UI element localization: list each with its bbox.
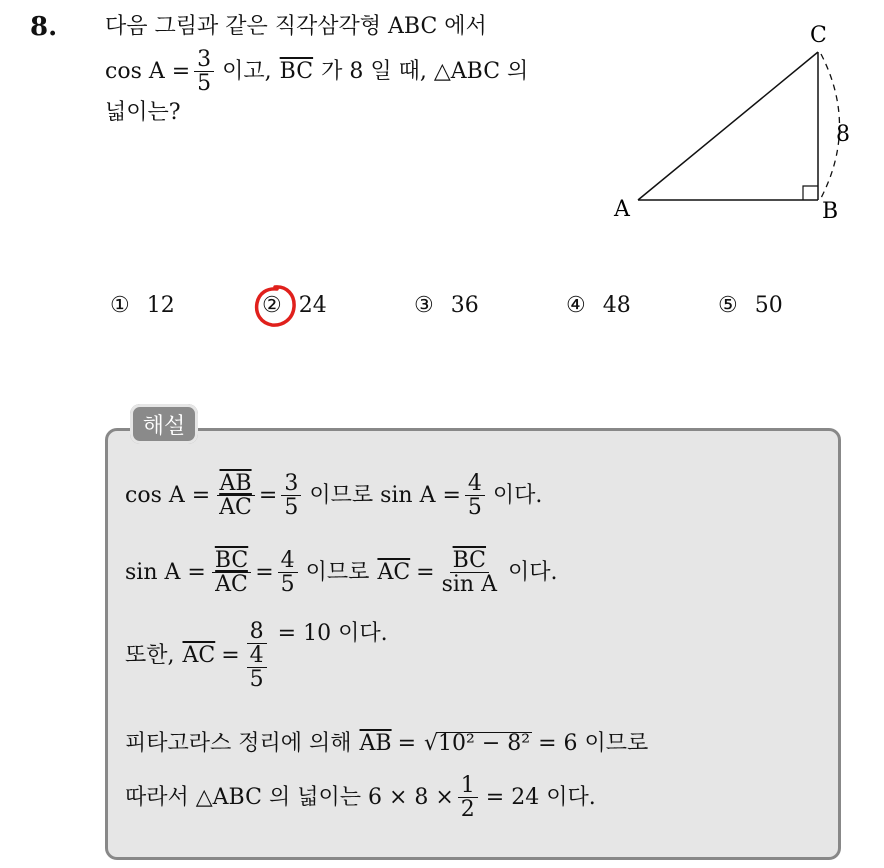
s5-den-2: 2 <box>460 797 475 823</box>
solution-line-5 <box>125 774 596 821</box>
choice-4-mark: ④ <box>566 293 586 318</box>
s4-radicand: 10² − 8² <box>438 731 531 756</box>
solution-line-1 <box>125 472 542 519</box>
segment-bc: $\overline{BC}$ <box>279 58 314 84</box>
s2-num-bc: $\overline{BC}$ <box>214 548 249 573</box>
s3-den-num-4: 4 <box>247 644 267 668</box>
vertex-b-label: B <box>822 199 839 224</box>
s3-den-den-5: 5 <box>249 667 264 693</box>
choice-4[interactable] <box>566 293 631 318</box>
s2-fraction-bc-sina <box>439 549 500 596</box>
question-line-3: 넓이는? <box>105 100 181 125</box>
s2-mid: 이므로 <box>305 559 370 585</box>
s4-prefix: 피타고라스 정리에 의해 <box>125 730 352 756</box>
choice-5[interactable] <box>718 293 783 318</box>
choice-2-mark: ② <box>262 293 282 318</box>
right-angle-mark <box>803 186 818 200</box>
cos-numerator: 3 <box>194 48 214 72</box>
question-line-1: 다음 그림과 같은 직각삼각형 ABC 에서 <box>105 14 487 39</box>
cos-fraction <box>194 48 214 95</box>
choice-5-mark: ⑤ <box>718 293 738 318</box>
solution-tab: 해설 <box>130 404 198 444</box>
s3-end: = 10 이다. <box>277 620 388 646</box>
choice-5-value: 50 <box>754 293 783 318</box>
choice-2-value: 24 <box>298 293 327 318</box>
question-line-2 <box>105 48 528 95</box>
s5-end: = 24 이다. <box>485 784 596 810</box>
s1-den-5b: 5 <box>467 495 482 521</box>
s2-eq: = <box>255 559 274 585</box>
s2-fraction-bc-ac <box>212 549 251 596</box>
s1-fraction-ab-ac <box>216 472 255 519</box>
solution-line-3 <box>125 620 388 691</box>
s3-complex-fraction <box>244 620 270 691</box>
choice-1-mark: ① <box>110 293 130 318</box>
s3-eq: = <box>221 642 240 668</box>
sqrt-symbol: √ <box>424 730 439 756</box>
s2-den-sina: sin A <box>441 572 497 598</box>
s3-num-8: 8 <box>247 620 267 644</box>
s2-eq2: = <box>416 559 435 585</box>
choice-3-value: 36 <box>450 293 479 318</box>
choice-4-value: 48 <box>602 293 631 318</box>
s2-den-5: 5 <box>280 572 295 598</box>
vertex-c-label: C <box>810 23 827 48</box>
s2-fraction-4-5 <box>278 549 298 596</box>
s5-fraction-1-2 <box>458 774 478 821</box>
solution-line-4 <box>125 732 648 755</box>
s1-fraction-4-5 <box>465 472 485 519</box>
s5-num-1: 1 <box>458 774 478 798</box>
choice-1[interactable] <box>110 293 175 318</box>
s4-seg-ab: $\overline{AB}$ <box>359 730 392 756</box>
answer-circle-mark <box>252 283 298 329</box>
question-mid-text: 이고, <box>222 58 272 84</box>
s4-end: = 6 이므로 <box>538 730 649 756</box>
question-number: 8. <box>30 12 58 42</box>
s2-num-4: 4 <box>278 549 298 573</box>
s1-num-ab: $\overline{AB}$ <box>219 471 252 496</box>
s1-prefix: cos A = <box>125 482 211 508</box>
solution-line-2 <box>125 549 558 596</box>
side-ac <box>638 52 818 200</box>
s2-prefix: sin A = <box>125 559 206 585</box>
choice-3-mark: ③ <box>414 293 434 318</box>
s2-seg-ac: $\overline{AC}$ <box>377 559 411 585</box>
s1-num-4: 4 <box>465 472 485 496</box>
cos-denominator: 5 <box>197 71 212 97</box>
s5-prefix: 따라서 △ABC 의 넓이는 6 × 8 × <box>125 784 454 810</box>
choice-1-value: 12 <box>146 293 175 318</box>
question-suffix-text: 가 8 일 때, △ABC 의 <box>321 58 529 84</box>
s4-eq: = <box>397 730 417 756</box>
s3-den-fraction <box>244 644 270 691</box>
s1-den-5: 5 <box>284 495 299 521</box>
s1-mid: 이므로 sin A = <box>309 482 461 508</box>
s1-eq: = <box>258 482 278 508</box>
s1-end: 이다. <box>492 482 543 508</box>
s1-fraction-3-5 <box>281 472 301 519</box>
s2-num-bc2: $\overline{BC}$ <box>452 548 487 573</box>
side-length-label: 8 <box>836 122 850 147</box>
s3-prefix: 또한, <box>125 642 175 668</box>
triangle-figure <box>600 20 860 230</box>
s2-end: 이다. <box>508 559 558 585</box>
vertex-a-label: A <box>614 197 630 222</box>
s1-num-3: 3 <box>281 472 301 496</box>
choice-3[interactable] <box>414 293 479 318</box>
s2-den-ac: AC <box>215 572 248 598</box>
s1-den-ac: AC <box>219 495 252 521</box>
s3-seg-ac: $\overline{AC}$ <box>182 642 216 668</box>
cos-label: cos A = <box>105 58 191 84</box>
